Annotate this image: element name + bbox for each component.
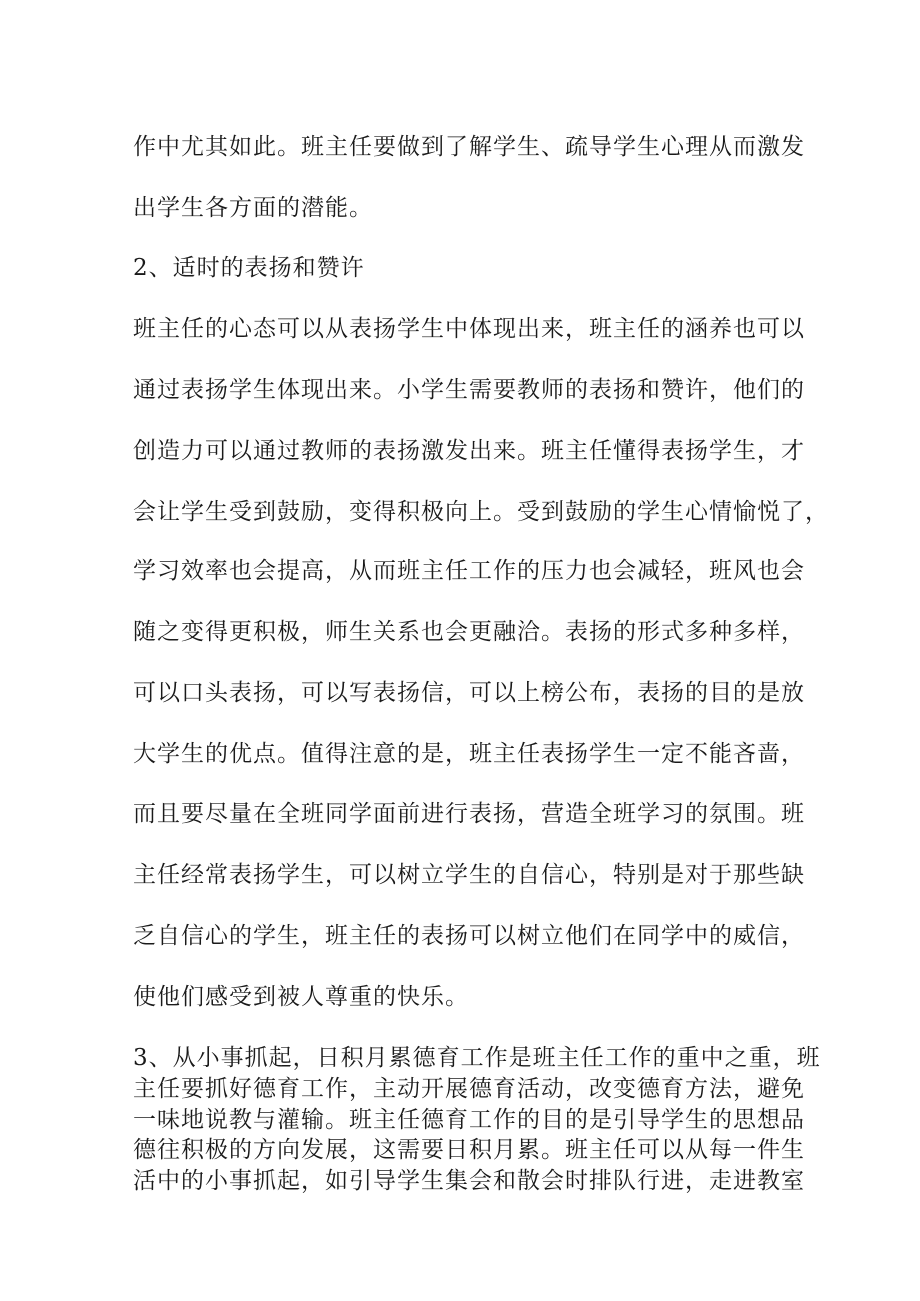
paragraph-line: 班主任的心态可以从表扬学生中体现出来，班主任的涵养也可以	[133, 316, 805, 342]
paragraph-line: 3、从小事抓起，日积月累德育工作是班主任工作的重中之重，班	[133, 1045, 821, 1071]
paragraph-line: 随之变得更积极，师生关系也会更融洽。表扬的形式多种多样，	[133, 619, 805, 645]
section-heading: 2、适时的表扬和赞许	[133, 255, 365, 281]
paragraph-line: 主任经常表扬学生，可以树立学生的自信心，特别是对于那些缺	[133, 862, 805, 888]
paragraph-line: 使他们感受到被人尊重的快乐。	[133, 984, 469, 1010]
paragraph-line: 出学生各方面的潜能。	[133, 195, 373, 221]
paragraph-line: 会让学生受到鼓励，变得积极向上。受到鼓励的学生心情愉悦了，	[133, 499, 829, 525]
paragraph-line: 创造力可以通过教师的表扬激发出来。班主任懂得表扬学生，才	[133, 438, 805, 464]
paragraph-line: 而且要尽量在全班同学面前进行表扬，营造全班学习的氛围。班	[133, 801, 805, 827]
paragraph-line: 可以口头表扬，可以写表扬信，可以上榜公布，表扬的目的是放	[133, 680, 805, 706]
paragraph-line: 德往积极的方向发展，这需要日积月累。班主任可以从每一件生	[133, 1137, 805, 1163]
paragraph-line: 一味地说教与灌输。班主任德育工作的目的是引导学生的思想品	[133, 1107, 805, 1133]
paragraph-line: 学习效率也会提高，从而班主任工作的压力也会减轻，班风也会	[133, 558, 805, 584]
paragraph-line: 通过表扬学生体现出来。小学生需要教师的表扬和赞许，他们的	[133, 377, 805, 403]
paragraph-line: 大学生的优点。值得注意的是，班主任表扬学生一定不能吝啬，	[133, 741, 805, 767]
paragraph-line: 乏自信心的学生，班主任的表扬可以树立他们在同学中的威信，	[133, 923, 805, 949]
paragraph-line: 活中的小事抓起，如引导学生集会和散会时排队行进，走进教室	[133, 1168, 805, 1194]
paragraph-line: 主任要抓好德育工作，主动开展德育活动，改变德育方法，避免	[133, 1076, 805, 1102]
paragraph-line: 作中尤其如此。班主任要做到了解学生、疏导学生心理从而激发	[133, 134, 805, 160]
